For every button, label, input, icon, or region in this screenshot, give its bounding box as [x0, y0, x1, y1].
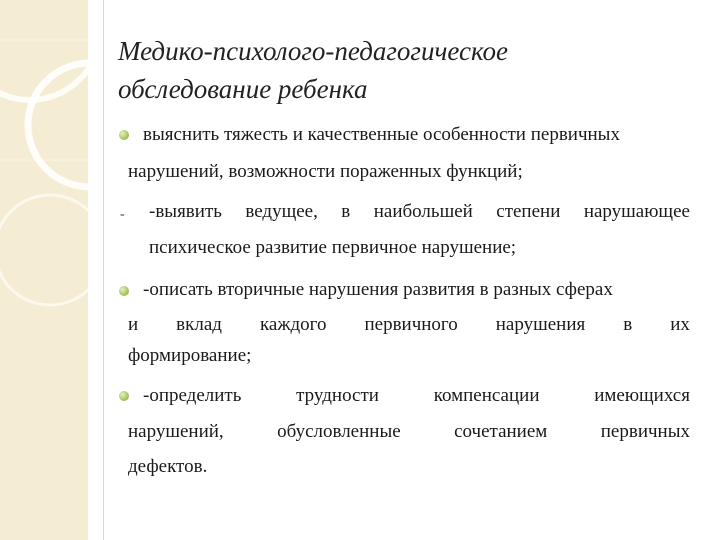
item-3-line-3: формирование;	[128, 345, 252, 366]
item-2-line-1	[149, 200, 690, 224]
word: сочетанием	[454, 421, 548, 442]
dash-marker: -	[120, 207, 125, 222]
word: первичного	[364, 314, 458, 335]
word: -выявить	[149, 201, 222, 222]
bullet-icon	[119, 286, 129, 296]
word: компенсации	[433, 385, 540, 406]
item-4-line-1	[143, 384, 690, 408]
word: имеющихся	[594, 385, 690, 406]
item-3-line-2	[128, 313, 690, 337]
word: и	[128, 314, 139, 335]
word: нарушений,	[128, 421, 224, 442]
title-line-2: обследование ребенка	[118, 74, 368, 104]
bullet-icon	[119, 391, 129, 401]
word: ведущее,	[245, 201, 318, 222]
item-1-line-1: выяснить тяжесть и качественные особенности первичных	[143, 124, 620, 145]
word: каждого	[259, 314, 327, 335]
word: их	[670, 314, 690, 335]
word: обусловленные	[277, 421, 401, 442]
word: первичных	[600, 421, 690, 442]
item-1-line-2: нарушений, возможности пораженных функций;	[128, 161, 523, 182]
word: в	[341, 201, 351, 222]
bullet-icon	[119, 130, 129, 140]
item-4-line-2	[128, 420, 690, 444]
word: нарушающее	[583, 201, 690, 222]
word: -определить	[143, 385, 242, 406]
item-2-line-2: психическое развитие первичное нарушение;	[149, 237, 517, 258]
word: степени	[496, 201, 561, 222]
title-line-1: Медико-психолого-педагогическое	[118, 36, 509, 66]
word: нарушения	[495, 314, 586, 335]
item-3-line-1: -описать вторичные нарушения развития в разных сферах	[143, 279, 613, 300]
word: трудности	[296, 385, 379, 406]
item-4-line-3: дефектов.	[128, 456, 208, 477]
word: вклад	[176, 314, 222, 335]
word: в	[623, 314, 633, 335]
word: наибольшей	[373, 201, 473, 222]
